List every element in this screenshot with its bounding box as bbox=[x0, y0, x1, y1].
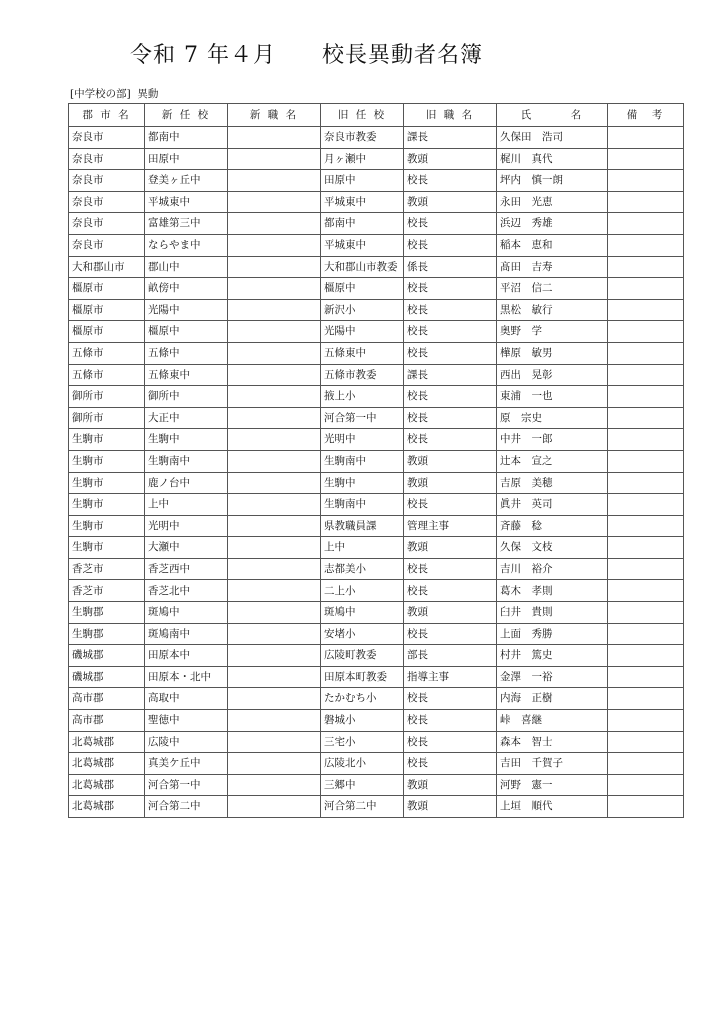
cell-district: 磯城郡 bbox=[69, 666, 145, 688]
cell-old-position: 校長 bbox=[404, 213, 497, 235]
cell-name: 奥野 学 bbox=[497, 321, 608, 343]
table-row bbox=[69, 234, 684, 256]
cell-old-position: 課長 bbox=[404, 127, 497, 149]
cell-new-position bbox=[228, 515, 321, 537]
cell-old-position: 教頭 bbox=[404, 774, 497, 796]
header-old-school: 旧 任 校 bbox=[321, 104, 404, 127]
cell-remarks bbox=[608, 321, 684, 343]
table-row bbox=[69, 386, 684, 408]
cell-district: 橿原市 bbox=[69, 278, 145, 300]
table-row bbox=[69, 321, 684, 343]
table-row bbox=[69, 710, 684, 732]
cell-new-school: 光陽中 bbox=[145, 299, 228, 321]
cell-old-school: 磐城小 bbox=[321, 710, 404, 732]
table-row bbox=[69, 623, 684, 645]
cell-new-position bbox=[228, 774, 321, 796]
cell-name: 東浦 一也 bbox=[497, 386, 608, 408]
cell-new-position bbox=[228, 127, 321, 149]
cell-new-position bbox=[228, 170, 321, 192]
cell-new-school: 五條東中 bbox=[145, 364, 228, 386]
cell-old-position: 教頭 bbox=[404, 148, 497, 170]
cell-name: 平沼 信二 bbox=[497, 278, 608, 300]
cell-new-school: 斑鳩南中 bbox=[145, 623, 228, 645]
table-row bbox=[69, 602, 684, 624]
cell-new-position bbox=[228, 645, 321, 667]
cell-new-position bbox=[228, 386, 321, 408]
cell-old-position: 教頭 bbox=[404, 537, 497, 559]
table-row bbox=[69, 299, 684, 321]
cell-name: 黒松 敏行 bbox=[497, 299, 608, 321]
cell-remarks bbox=[608, 688, 684, 710]
cell-old-position: 校長 bbox=[404, 407, 497, 429]
cell-name: 久保田 浩司 bbox=[497, 127, 608, 149]
cell-new-position bbox=[228, 666, 321, 688]
table-header-row bbox=[69, 104, 684, 127]
cell-new-position bbox=[228, 191, 321, 213]
cell-old-position: 教頭 bbox=[404, 191, 497, 213]
table-row bbox=[69, 558, 684, 580]
cell-old-position: 教頭 bbox=[404, 450, 497, 472]
cell-new-school: 斑鳩中 bbox=[145, 602, 228, 624]
cell-remarks bbox=[608, 753, 684, 775]
cell-old-school: 二上小 bbox=[321, 580, 404, 602]
cell-new-school: 御所中 bbox=[145, 386, 228, 408]
cell-name: 眞井 英司 bbox=[497, 494, 608, 516]
cell-new-position bbox=[228, 213, 321, 235]
cell-new-school: 聖徳中 bbox=[145, 710, 228, 732]
cell-old-position: 校長 bbox=[404, 299, 497, 321]
cell-district: 奈良市 bbox=[69, 170, 145, 192]
cell-new-position bbox=[228, 537, 321, 559]
cell-old-school: 斑鳩中 bbox=[321, 602, 404, 624]
cell-new-school: 田原中 bbox=[145, 148, 228, 170]
table-row bbox=[69, 666, 684, 688]
cell-old-school: 生駒南中 bbox=[321, 450, 404, 472]
table-row bbox=[69, 494, 684, 516]
cell-name: 辻本 宣之 bbox=[497, 450, 608, 472]
cell-old-position: 教頭 bbox=[404, 602, 497, 624]
table-row bbox=[69, 645, 684, 667]
cell-new-position bbox=[228, 407, 321, 429]
table-row bbox=[69, 429, 684, 451]
cell-old-school: 奈良市教委 bbox=[321, 127, 404, 149]
cell-district: 生駒市 bbox=[69, 429, 145, 451]
cell-district: 生駒市 bbox=[69, 450, 145, 472]
table-row bbox=[69, 256, 684, 278]
cell-remarks bbox=[608, 364, 684, 386]
table-row bbox=[69, 580, 684, 602]
cell-name: 髙田 吉寿 bbox=[497, 256, 608, 278]
cell-old-school: 大和郡山市教委 bbox=[321, 256, 404, 278]
cell-old-position: 校長 bbox=[404, 580, 497, 602]
table-body bbox=[69, 127, 684, 818]
cell-new-position bbox=[228, 472, 321, 494]
cell-district: 大和郡山市 bbox=[69, 256, 145, 278]
cell-old-school: 平城東中 bbox=[321, 234, 404, 256]
cell-new-position bbox=[228, 602, 321, 624]
cell-new-school: 広陵中 bbox=[145, 731, 228, 753]
cell-district: 香芝市 bbox=[69, 558, 145, 580]
cell-district: 高市郡 bbox=[69, 688, 145, 710]
cell-remarks bbox=[608, 731, 684, 753]
table-row bbox=[69, 364, 684, 386]
cell-district: 生駒郡 bbox=[69, 602, 145, 624]
cell-district: 北葛城郡 bbox=[69, 774, 145, 796]
cell-remarks bbox=[608, 774, 684, 796]
cell-old-school: たかむち小 bbox=[321, 688, 404, 710]
cell-old-school: 光陽中 bbox=[321, 321, 404, 343]
cell-old-school: 平城東中 bbox=[321, 191, 404, 213]
cell-new-position bbox=[228, 623, 321, 645]
cell-name: 葛木 孝則 bbox=[497, 580, 608, 602]
cell-new-school: 郡山中 bbox=[145, 256, 228, 278]
cell-remarks bbox=[608, 386, 684, 408]
cell-district: 橿原市 bbox=[69, 299, 145, 321]
cell-district: 奈良市 bbox=[69, 213, 145, 235]
cell-district: 生駒市 bbox=[69, 494, 145, 516]
cell-remarks bbox=[608, 342, 684, 364]
cell-name: 峠 喜継 bbox=[497, 710, 608, 732]
cell-name: 上面 秀勝 bbox=[497, 623, 608, 645]
cell-old-position: 校長 bbox=[404, 623, 497, 645]
cell-district: 北葛城郡 bbox=[69, 731, 145, 753]
cell-remarks bbox=[608, 602, 684, 624]
cell-old-school: 安堵小 bbox=[321, 623, 404, 645]
cell-old-school: 田原本町教委 bbox=[321, 666, 404, 688]
cell-new-school: 都南中 bbox=[145, 127, 228, 149]
cell-old-school: 三郷中 bbox=[321, 774, 404, 796]
cell-new-school: 上中 bbox=[145, 494, 228, 516]
cell-new-position bbox=[228, 580, 321, 602]
cell-old-position: 校長 bbox=[404, 342, 497, 364]
cell-remarks bbox=[608, 515, 684, 537]
cell-name: 坪内 慎一朗 bbox=[497, 170, 608, 192]
cell-new-position bbox=[228, 688, 321, 710]
cell-district: 奈良市 bbox=[69, 148, 145, 170]
cell-district: 御所市 bbox=[69, 407, 145, 429]
cell-old-position: 教頭 bbox=[404, 796, 497, 818]
table-row bbox=[69, 688, 684, 710]
cell-new-school: 鹿ノ台中 bbox=[145, 472, 228, 494]
table-row bbox=[69, 407, 684, 429]
cell-new-position bbox=[228, 234, 321, 256]
cell-old-position: 校長 bbox=[404, 429, 497, 451]
cell-old-position: 教頭 bbox=[404, 472, 497, 494]
cell-name: 上垣 順代 bbox=[497, 796, 608, 818]
cell-new-position bbox=[228, 148, 321, 170]
cell-district: 磯城郡 bbox=[69, 645, 145, 667]
cell-old-school: 生駒中 bbox=[321, 472, 404, 494]
table-row bbox=[69, 774, 684, 796]
cell-new-school: 田原本中 bbox=[145, 645, 228, 667]
cell-district: 北葛城郡 bbox=[69, 753, 145, 775]
cell-name: 稲本 恵和 bbox=[497, 234, 608, 256]
cell-old-school: 掖上小 bbox=[321, 386, 404, 408]
cell-new-position bbox=[228, 321, 321, 343]
cell-old-position: 係長 bbox=[404, 256, 497, 278]
cell-new-school: 光明中 bbox=[145, 515, 228, 537]
table-row bbox=[69, 278, 684, 300]
cell-new-position bbox=[228, 753, 321, 775]
cell-remarks bbox=[608, 666, 684, 688]
cell-remarks bbox=[608, 213, 684, 235]
cell-old-school: 五條東中 bbox=[321, 342, 404, 364]
cell-remarks bbox=[608, 429, 684, 451]
cell-new-school: 河合第一中 bbox=[145, 774, 228, 796]
cell-old-school: 広陵北小 bbox=[321, 753, 404, 775]
cell-new-school: 香芝北中 bbox=[145, 580, 228, 602]
cell-remarks bbox=[608, 407, 684, 429]
cell-remarks bbox=[608, 710, 684, 732]
cell-new-school: 橿原中 bbox=[145, 321, 228, 343]
cell-old-school: 橿原中 bbox=[321, 278, 404, 300]
table-row bbox=[69, 191, 684, 213]
cell-name: 浜辺 秀雄 bbox=[497, 213, 608, 235]
header-new-position: 新 職 名 bbox=[228, 104, 321, 127]
cell-name: 久保 文枝 bbox=[497, 537, 608, 559]
cell-district: 奈良市 bbox=[69, 234, 145, 256]
header-old-position: 旧 職 名 bbox=[404, 104, 497, 127]
cell-old-position: 校長 bbox=[404, 731, 497, 753]
cell-new-position bbox=[228, 450, 321, 472]
cell-old-school: 河合第一中 bbox=[321, 407, 404, 429]
cell-new-school: 生駒中 bbox=[145, 429, 228, 451]
cell-name: 吉原 美穂 bbox=[497, 472, 608, 494]
cell-district: 北葛城郡 bbox=[69, 796, 145, 818]
cell-name: 西出 晃彰 bbox=[497, 364, 608, 386]
cell-old-position: 部長 bbox=[404, 645, 497, 667]
cell-new-school: 田原本・北中 bbox=[145, 666, 228, 688]
cell-name: 吉川 裕介 bbox=[497, 558, 608, 580]
cell-new-school: 富雄第三中 bbox=[145, 213, 228, 235]
cell-remarks bbox=[608, 537, 684, 559]
cell-remarks bbox=[608, 796, 684, 818]
cell-new-position bbox=[228, 256, 321, 278]
header-district: 郡 市 名 bbox=[69, 104, 145, 127]
cell-remarks bbox=[608, 450, 684, 472]
cell-old-school: 志都美小 bbox=[321, 558, 404, 580]
cell-old-school: 五條市教委 bbox=[321, 364, 404, 386]
table-row bbox=[69, 148, 684, 170]
cell-remarks bbox=[608, 580, 684, 602]
cell-old-school: 上中 bbox=[321, 537, 404, 559]
cell-new-position bbox=[228, 558, 321, 580]
cell-remarks bbox=[608, 472, 684, 494]
cell-remarks bbox=[608, 127, 684, 149]
cell-new-school: 香芝西中 bbox=[145, 558, 228, 580]
cell-district: 高市郡 bbox=[69, 710, 145, 732]
cell-new-school: 畝傍中 bbox=[145, 278, 228, 300]
cell-old-position: 校長 bbox=[404, 234, 497, 256]
cell-old-school: 新沢小 bbox=[321, 299, 404, 321]
cell-old-school: 三宅小 bbox=[321, 731, 404, 753]
cell-old-position: 校長 bbox=[404, 558, 497, 580]
cell-name: 原 宗史 bbox=[497, 407, 608, 429]
cell-new-school: 登美ヶ丘中 bbox=[145, 170, 228, 192]
cell-name: 吉田 千賀子 bbox=[497, 753, 608, 775]
table-row bbox=[69, 450, 684, 472]
table-row bbox=[69, 731, 684, 753]
cell-new-school: 平城東中 bbox=[145, 191, 228, 213]
cell-remarks bbox=[608, 623, 684, 645]
cell-old-school: 光明中 bbox=[321, 429, 404, 451]
cell-name: 臼井 貴則 bbox=[497, 602, 608, 624]
cell-old-school: 生駒南中 bbox=[321, 494, 404, 516]
cell-old-position: 校長 bbox=[404, 321, 497, 343]
cell-name: 梶川 真代 bbox=[497, 148, 608, 170]
header-name: 氏 名 bbox=[497, 104, 608, 127]
cell-district: 奈良市 bbox=[69, 127, 145, 149]
cell-district: 生駒市 bbox=[69, 472, 145, 494]
cell-new-position bbox=[228, 342, 321, 364]
cell-old-position: 課長 bbox=[404, 364, 497, 386]
cell-old-position: 校長 bbox=[404, 386, 497, 408]
cell-district: 五條市 bbox=[69, 364, 145, 386]
cell-district: 生駒郡 bbox=[69, 623, 145, 645]
cell-remarks bbox=[608, 278, 684, 300]
cell-name: 森本 智士 bbox=[497, 731, 608, 753]
cell-old-school: 田原中 bbox=[321, 170, 404, 192]
cell-new-position bbox=[228, 364, 321, 386]
cell-remarks bbox=[608, 299, 684, 321]
cell-new-position bbox=[228, 278, 321, 300]
cell-remarks bbox=[608, 494, 684, 516]
cell-old-position: 校長 bbox=[404, 688, 497, 710]
cell-name: 斉藤 稔 bbox=[497, 515, 608, 537]
cell-name: 村井 篤史 bbox=[497, 645, 608, 667]
cell-new-school: ならやま中 bbox=[145, 234, 228, 256]
cell-old-school: 河合第二中 bbox=[321, 796, 404, 818]
cell-district: 御所市 bbox=[69, 386, 145, 408]
table-row bbox=[69, 753, 684, 775]
cell-old-position: 指導主事 bbox=[404, 666, 497, 688]
table-row bbox=[69, 472, 684, 494]
cell-old-position: 校長 bbox=[404, 710, 497, 732]
cell-old-position: 校長 bbox=[404, 278, 497, 300]
table-row bbox=[69, 170, 684, 192]
cell-name: 永田 光恵 bbox=[497, 191, 608, 213]
cell-remarks bbox=[608, 170, 684, 192]
table-row bbox=[69, 515, 684, 537]
cell-name: 河野 憲一 bbox=[497, 774, 608, 796]
cell-old-position: 校長 bbox=[404, 494, 497, 516]
table-row bbox=[69, 127, 684, 149]
cell-old-position: 校長 bbox=[404, 753, 497, 775]
cell-remarks bbox=[608, 191, 684, 213]
cell-new-position bbox=[228, 731, 321, 753]
cell-district: 五條市 bbox=[69, 342, 145, 364]
table-row bbox=[69, 537, 684, 559]
table-row bbox=[69, 342, 684, 364]
cell-district: 生駒市 bbox=[69, 515, 145, 537]
cell-new-school: 真美ケ丘中 bbox=[145, 753, 228, 775]
cell-remarks bbox=[608, 558, 684, 580]
cell-district: 橿原市 bbox=[69, 321, 145, 343]
cell-new-position bbox=[228, 299, 321, 321]
cell-old-school: 都南中 bbox=[321, 213, 404, 235]
cell-new-school: 大正中 bbox=[145, 407, 228, 429]
cell-district: 奈良市 bbox=[69, 191, 145, 213]
cell-new-school: 高取中 bbox=[145, 688, 228, 710]
cell-name: 金澤 一裕 bbox=[497, 666, 608, 688]
cell-new-position bbox=[228, 429, 321, 451]
cell-district: 香芝市 bbox=[69, 580, 145, 602]
cell-old-school: 月ヶ瀬中 bbox=[321, 148, 404, 170]
cell-remarks bbox=[608, 645, 684, 667]
cell-name: 中井 一郎 bbox=[497, 429, 608, 451]
cell-new-school: 五條中 bbox=[145, 342, 228, 364]
cell-remarks bbox=[608, 234, 684, 256]
cell-name: 内海 正樹 bbox=[497, 688, 608, 710]
header-new-school: 新 任 校 bbox=[145, 104, 228, 127]
table-row bbox=[69, 213, 684, 235]
cell-old-position: 管理主事 bbox=[404, 515, 497, 537]
page-title: 令和 7 年４月 校長異動者名簿 bbox=[130, 43, 483, 68]
cell-old-position: 校長 bbox=[404, 170, 497, 192]
transfer-table bbox=[68, 103, 684, 818]
cell-district: 生駒市 bbox=[69, 537, 145, 559]
cell-new-school: 河合第二中 bbox=[145, 796, 228, 818]
cell-old-school: 県教職員課 bbox=[321, 515, 404, 537]
cell-new-position bbox=[228, 710, 321, 732]
table-row bbox=[69, 796, 684, 818]
section-label: [中学校の部] 異動 bbox=[70, 88, 159, 100]
header-remarks: 備 考 bbox=[608, 104, 684, 127]
cell-new-position bbox=[228, 494, 321, 516]
cell-new-school: 生駒南中 bbox=[145, 450, 228, 472]
cell-remarks bbox=[608, 256, 684, 278]
cell-new-position bbox=[228, 796, 321, 818]
cell-name: 樺原 敏男 bbox=[497, 342, 608, 364]
cell-old-school: 広陵町教委 bbox=[321, 645, 404, 667]
cell-remarks bbox=[608, 148, 684, 170]
cell-new-school: 大瀬中 bbox=[145, 537, 228, 559]
